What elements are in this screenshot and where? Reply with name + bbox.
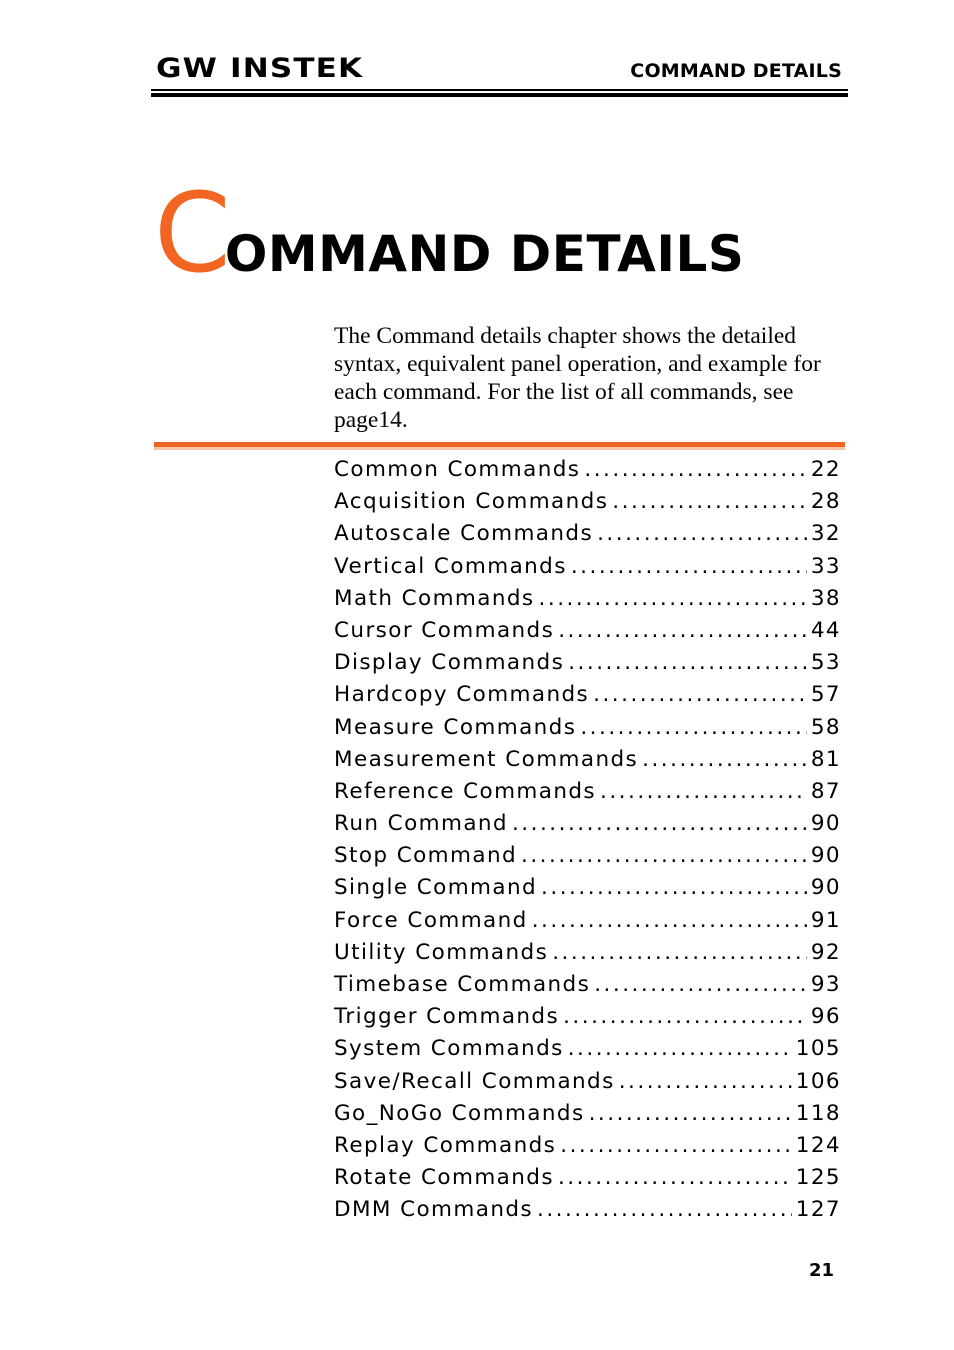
toc-entry-title: Cursor Commands	[334, 617, 555, 643]
toc-entry-page: 22	[810, 457, 841, 482]
toc-entry[interactable]	[334, 615, 841, 647]
toc-entry-page: 118	[795, 1100, 841, 1126]
toc-leader-dots	[512, 808, 807, 840]
header-rule	[151, 89, 848, 91]
toc-entry-page: 90	[810, 843, 841, 869]
toc-entry-page: 124	[795, 1132, 841, 1158]
toc-leader-dots	[560, 1130, 791, 1162]
toc-entry-title: Acquisition Commands	[334, 489, 609, 515]
toc-leader-dots	[594, 969, 807, 1001]
toc-leader-dots	[537, 1194, 792, 1226]
toc-entry[interactable]	[334, 776, 841, 808]
toc-entry[interactable]	[334, 1001, 841, 1033]
toc-entry-page: 57	[810, 682, 841, 708]
toc-entry-page: 127	[795, 1197, 841, 1223]
toc-entry-page: 91	[810, 907, 841, 933]
toc-entry[interactable]	[334, 808, 841, 840]
toc-entry[interactable]	[334, 1194, 841, 1226]
toc-entry-title: Run Command	[334, 811, 508, 837]
chapter-intro: The Command details chapter shows the detailed syntax, equivalent panel operation, and example for each command. For the list of all commands, see page14.	[334, 323, 821, 433]
toc-leader-dots	[642, 744, 807, 776]
toc-entry-page: 106	[795, 1068, 841, 1094]
toc-entry-page: 32	[810, 521, 841, 547]
toc-leader-dots	[558, 1162, 792, 1194]
toc-entry[interactable]	[334, 1098, 841, 1130]
toc-leader-dots	[521, 840, 807, 872]
toc-entry[interactable]	[334, 1033, 841, 1065]
chapter-title-rest: OMMAND DETAILS	[224, 225, 745, 283]
toc-entry-title: Stop Command	[334, 843, 518, 869]
toc-leader-dots	[593, 679, 807, 711]
toc-leader-dots	[619, 1066, 792, 1098]
toc-entry-page: 105	[795, 1036, 841, 1062]
toc-leader-dots	[612, 486, 807, 518]
toc-entry-page: 96	[810, 1004, 841, 1030]
toc-entry-title: Save/Recall Commands	[334, 1068, 615, 1094]
toc-entry[interactable]	[334, 905, 841, 937]
toc-entry-title: Single Command	[334, 875, 538, 901]
toc-entry-title: Measurement Commands	[334, 746, 639, 772]
toc-leader-dots	[584, 454, 806, 486]
toc-entry-title: Hardcopy Commands	[334, 682, 590, 708]
toc-entry-title: System Commands	[334, 1036, 564, 1062]
toc-entry-title: Trigger Commands	[334, 1004, 560, 1030]
toc-entry-title: Rotate Commands	[334, 1165, 554, 1191]
toc-entry[interactable]	[334, 647, 841, 679]
toc-leader-dots	[568, 647, 807, 679]
toc-entry[interactable]	[334, 1066, 841, 1098]
section-divider-shadow	[154, 447, 845, 450]
table-of-contents	[334, 454, 841, 1227]
toc-entry[interactable]	[334, 486, 841, 518]
toc-entry-page: 53	[810, 650, 841, 676]
toc-entry-page: 38	[810, 585, 841, 611]
brand-logo: GW INSTEK	[156, 53, 364, 84]
chapter-title-initial: C	[154, 169, 231, 297]
toc-leader-dots	[532, 905, 807, 937]
toc-entry-page: 90	[810, 811, 841, 837]
toc-entry[interactable]	[334, 454, 841, 486]
toc-entry[interactable]	[334, 937, 841, 969]
toc-leader-dots	[568, 1033, 792, 1065]
toc-entry[interactable]	[334, 744, 841, 776]
toc-entry-title: Common Commands	[334, 457, 581, 482]
toc-entry[interactable]	[334, 518, 841, 550]
toc-entry[interactable]	[334, 969, 841, 1001]
toc-entry[interactable]	[334, 872, 841, 904]
toc-entry-page: 58	[810, 714, 841, 740]
toc-entry[interactable]	[334, 551, 841, 583]
toc-entry-title: Go_NoGo Commands	[334, 1100, 585, 1126]
toc-entry-page: 90	[810, 875, 841, 901]
toc-entry[interactable]	[334, 840, 841, 872]
toc-entry-page: 44	[810, 617, 841, 643]
toc-entry[interactable]	[334, 583, 841, 615]
toc-entry[interactable]	[334, 679, 841, 711]
toc-leader-dots	[563, 1001, 807, 1033]
toc-entry-page: 33	[810, 553, 841, 579]
running-header: COMMAND DETAILS	[630, 60, 842, 82]
toc-entry-title: Measure Commands	[334, 714, 577, 740]
toc-entry-title: Math Commands	[334, 585, 535, 611]
toc-entry[interactable]	[334, 1162, 841, 1194]
toc-entry-title: Utility Commands	[334, 939, 549, 965]
toc-entry-page: 125	[795, 1165, 841, 1191]
page-number: 21	[808, 1260, 834, 1281]
toc-entry-page: 92	[810, 939, 841, 965]
toc-leader-dots	[597, 518, 807, 550]
toc-entry-title: Display Commands	[334, 650, 565, 676]
toc-entry-page: 93	[810, 972, 841, 997]
toc-entry-page: 81	[810, 746, 841, 772]
chapter-title	[154, 169, 745, 297]
toc-leader-dots	[541, 872, 807, 904]
toc-leader-dots	[580, 712, 807, 744]
toc-entry-title: Autoscale Commands	[334, 521, 594, 547]
toc-leader-dots	[558, 615, 807, 647]
toc-entry[interactable]	[334, 712, 841, 744]
toc-leader-dots	[589, 1098, 792, 1130]
header-rule-thick	[151, 93, 848, 97]
toc-entry-title: DMM Commands	[334, 1197, 533, 1223]
toc-entry-title: Force Command	[334, 907, 528, 933]
toc-entry-title: Vertical Commands	[334, 553, 567, 579]
toc-entry-title: Timebase Commands	[334, 972, 591, 997]
toc-entry-title: Reference Commands	[334, 778, 597, 804]
toc-leader-dots	[571, 551, 807, 583]
toc-entry-page: 87	[810, 778, 841, 804]
toc-leader-dots	[552, 937, 807, 969]
toc-entry[interactable]	[334, 1130, 841, 1162]
toc-leader-dots	[600, 776, 807, 808]
toc-leader-dots	[539, 583, 807, 615]
toc-entry-title: Replay Commands	[334, 1132, 557, 1158]
toc-entry-page: 28	[810, 489, 841, 515]
